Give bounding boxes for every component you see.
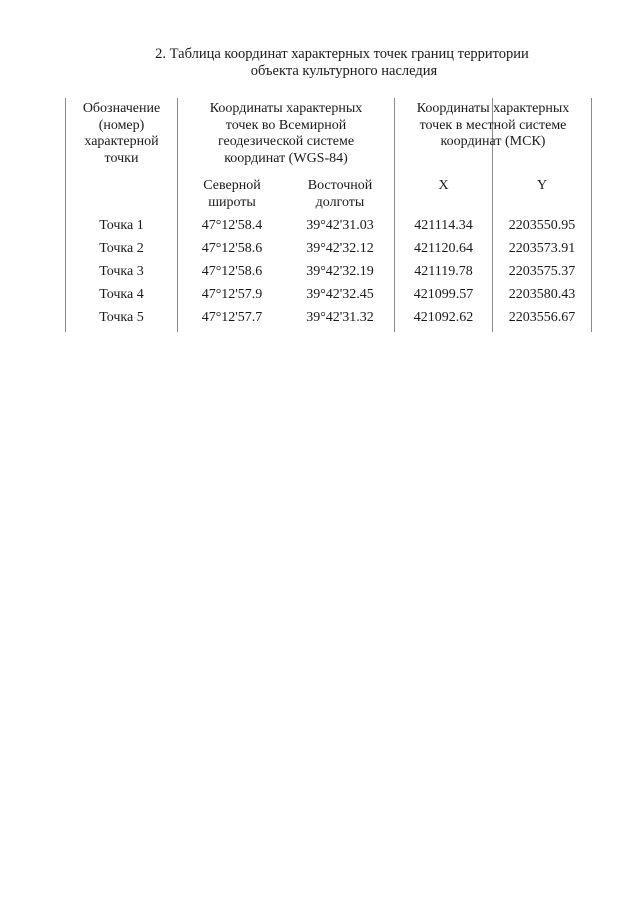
subheader-longitude <box>286 178 394 211</box>
cell-x: 421092.62 <box>413 310 474 325</box>
cell-x: 421120.64 <box>414 241 473 256</box>
subheader-longitude-line: Восточной <box>307 178 373 193</box>
header-msk-line: Координаты характерных <box>416 101 570 116</box>
header-local-coordinates <box>395 101 591 151</box>
header-wgs84-coordinates <box>178 101 394 167</box>
cell-x: 421099.57 <box>413 287 474 302</box>
cell-y: 2203550.95 <box>508 218 576 233</box>
cell-y: 2203580.43 <box>508 287 576 302</box>
table-row <box>65 287 592 310</box>
header-msk-line: координат (МСК) <box>440 134 546 149</box>
header-wgs-line: геодезической системе <box>217 134 355 149</box>
cell-latitude: 47°12'58.4 <box>201 218 263 233</box>
cell-y: 2203573.91 <box>508 241 576 256</box>
cell-point-name: Точка 2 <box>99 241 144 256</box>
header-designation-line: Обозначение <box>82 101 161 116</box>
cell-longitude: 39°42'32.19 <box>306 264 374 279</box>
header-wgs-line: координат (WGS-84) <box>224 150 348 166</box>
coordinates-table <box>65 98 592 332</box>
header-designation-line: (номер) <box>98 117 145 133</box>
subheader-latitude <box>178 178 286 211</box>
table-row <box>65 241 592 264</box>
title-line-2: объекта культурного наследия <box>250 63 438 79</box>
header-designation-line: точки <box>104 150 139 166</box>
page-title <box>0 46 640 80</box>
subheader-longitude-line: долготы <box>315 194 365 210</box>
cell-latitude: 47°12'58.6 <box>201 264 263 279</box>
header-designation <box>66 101 177 167</box>
subheader-x: X <box>438 178 449 193</box>
cell-latitude: 47°12'58.6 <box>201 241 263 256</box>
subheader-latitude-line: Северной <box>203 178 261 193</box>
cell-x: 421119.78 <box>414 264 473 279</box>
cell-point-name: Точка 3 <box>99 264 144 279</box>
cell-latitude: 47°12'57.9 <box>201 287 263 302</box>
title-line-1: 2. Таблица координат характерных точек границ территории <box>155 46 529 62</box>
header-designation-line: характерной <box>84 134 159 149</box>
cell-point-name: Точка 5 <box>99 310 144 325</box>
subheader-latitude-line: широты <box>208 194 256 210</box>
cell-longitude: 39°42'31.32 <box>306 310 374 325</box>
cell-point-name: Точка 4 <box>99 287 144 302</box>
cell-y: 2203575.37 <box>508 264 576 279</box>
cell-latitude: 47°12'57.7 <box>201 310 263 325</box>
cell-longitude: 39°42'31.03 <box>306 218 374 233</box>
cell-x: 421114.34 <box>414 218 473 233</box>
cell-longitude: 39°42'32.45 <box>306 287 374 302</box>
header-wgs-line: точек во Всемирной <box>225 117 347 133</box>
cell-y: 2203556.67 <box>508 310 576 325</box>
table-row <box>65 218 592 241</box>
header-msk-line: точек в местной системе <box>419 117 567 133</box>
table-row <box>65 264 592 287</box>
cell-longitude: 39°42'32.12 <box>306 241 374 256</box>
cell-point-name: Точка 1 <box>99 218 144 233</box>
table-row <box>65 310 592 333</box>
subheader-y: Y <box>536 178 548 193</box>
header-wgs-line: Координаты характерных <box>209 101 363 116</box>
